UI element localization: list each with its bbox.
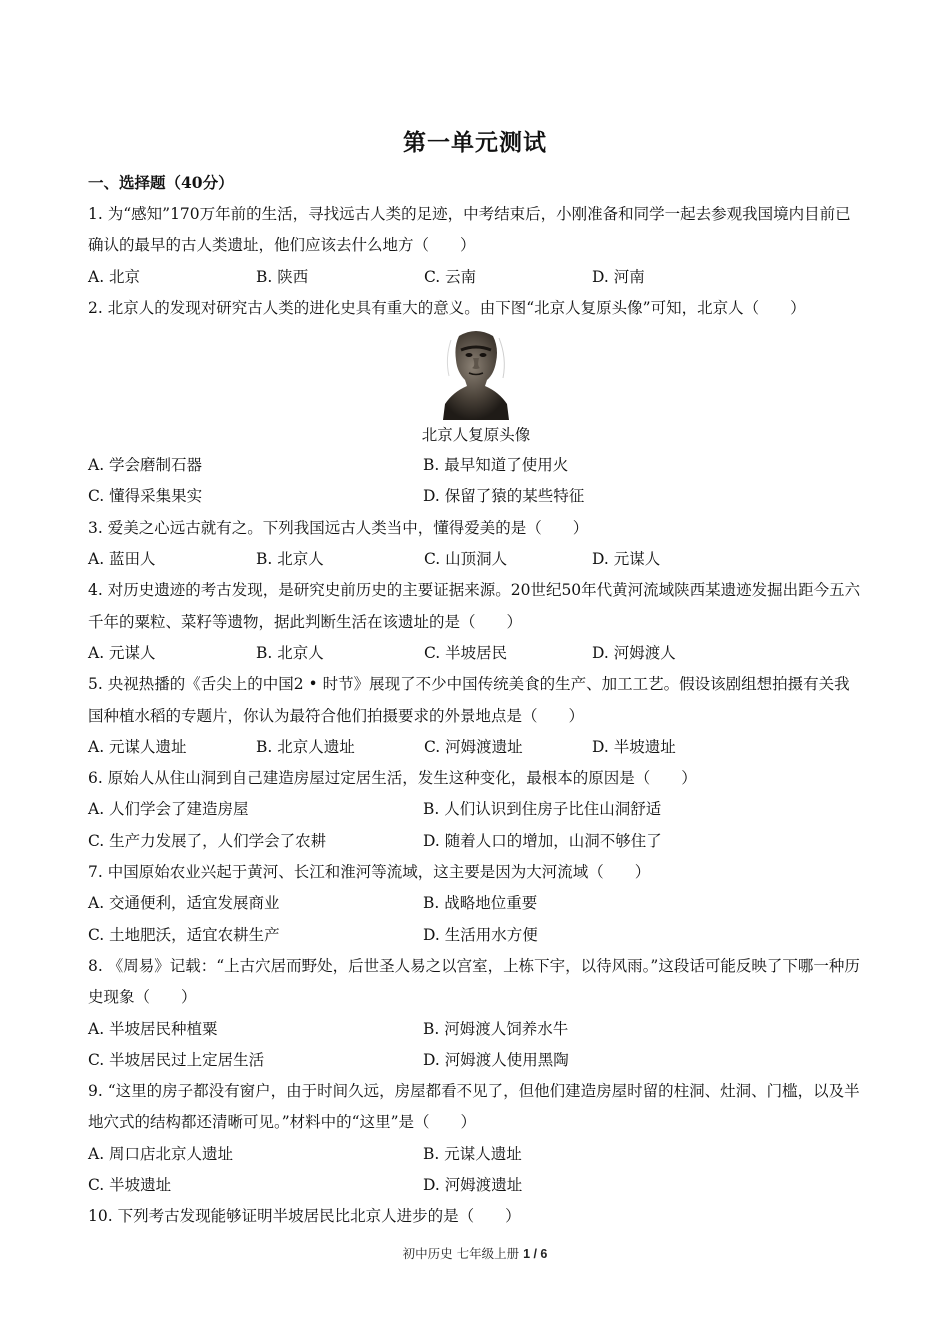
question-stem: 5. 央视热播的《舌尖上的中国2 • 时节》展现了不少中国传统美食的生产、加工工艺。假设该剧组想拍摄有关我国种植水稻的专题片，你认为最符合他们拍摄要求的外景地点是（ ） <box>88 675 850 725</box>
option-b: B. 陕西 <box>256 267 309 286</box>
question-stem: 10. 下列考古发现能够证明半坡居民比北京人进步的是（ ） <box>88 1207 521 1226</box>
question-5 <box>88 669 864 763</box>
option-d: D. 生活用水方便 <box>423 925 538 944</box>
question-10 <box>88 1201 864 1232</box>
option-d: D. 保留了猿的某些特征 <box>423 487 585 506</box>
question-stem: 3. 爱美之心远古就有之。下列我国远古人类当中，懂得爱美的是（ ） <box>88 518 589 537</box>
option-row <box>88 544 864 575</box>
page-footer <box>0 1244 950 1262</box>
option-a: A. 元谋人 <box>88 643 156 662</box>
question-stem: 4. 对历史遗迹的考古发现，是研究史前历史的主要证据来源。20世纪50年代黄河流域陕西某遗迹发掘出距今五六千年的粟粒、菜籽等遗物，据此判断生活在该遗址的是（ ） <box>88 581 861 631</box>
option-row <box>88 888 864 919</box>
option-c: C. 懂得采集果实 <box>88 487 203 506</box>
option-a: A. 半坡居民种植粟 <box>88 1019 218 1038</box>
question-stem: 1. 为“感知”170万年前的生活，寻找远古人类的足迹，中考结束后，小刚准备和同学一起去参观我国境内目前已确认的最早的古人类遗址，他们应该去什么地方（ ） <box>88 205 851 255</box>
question-1 <box>88 199 864 293</box>
option-b: B. 战略地位重要 <box>423 894 538 913</box>
footer-text: 初中历史 七年级上册 <box>402 1246 524 1261</box>
option-row <box>88 638 864 669</box>
question-stem: 7. 中国原始农业兴起于黄河、长江和淮河等流域，这主要是因为大河流域（ ） <box>88 863 651 882</box>
question-3 <box>88 513 864 576</box>
option-b: B. 最早知道了使用火 <box>423 456 569 475</box>
peking-man-bust-photo <box>439 328 513 420</box>
option-a: A. 元谋人遗址 <box>88 737 187 756</box>
option-d: D. 河姆渡遗址 <box>423 1176 523 1195</box>
option-a: A. 人们学会了建造房屋 <box>88 800 249 819</box>
option-c: C. 河姆渡遗址 <box>424 737 523 756</box>
question-stem: 8. 《周易》记载：“上古穴居而野处，后世圣人易之以宫室，上栋下宇，以待风雨。”这段话可能反映了下哪一种历史现象（ ） <box>88 956 860 1007</box>
question-7 <box>88 857 864 951</box>
figure-caption: 北京人复原头像 <box>421 426 531 445</box>
question-4 <box>88 575 864 669</box>
option-row <box>88 1170 864 1201</box>
option-row <box>88 262 864 293</box>
option-row <box>88 826 864 857</box>
figure <box>88 324 864 420</box>
question-stem: 2. 北京人的发现对研究古人类的进化史具有重大的意义。由下图“北京人复原头像”可知，北京人（ ） <box>88 298 806 317</box>
option-b: B. 北京人 <box>256 550 324 569</box>
option-row <box>88 1014 864 1045</box>
option-a: A. 学会磨制石器 <box>88 456 203 475</box>
option-d: D. 随着人口的增加，山洞不够住了 <box>423 831 662 850</box>
option-d: D. 河南 <box>592 267 645 286</box>
question-stem: 6. 原始人从住山洞到自己建造房屋过定居生活，发生这种变化，最根本的原因是（ ） <box>88 769 697 788</box>
option-d: D. 元谋人 <box>592 550 661 569</box>
option-d: D. 河姆渡人使用黑陶 <box>423 1050 569 1069</box>
option-b: B. 河姆渡人饲养水牛 <box>423 1019 569 1038</box>
question-2 <box>88 293 864 513</box>
option-c: C. 半坡居民过上定居生活 <box>88 1050 265 1069</box>
option-b: B. 北京人遗址 <box>256 737 355 756</box>
option-row <box>88 1139 864 1170</box>
question-stem: 9. “这里的房子都没有窗户，由于时间久远，房屋都看不见了，但他们建造房屋时留的柱洞、灶洞、门槛，以及半地穴式的结构都还清晰可见。”材料中的“这里”是（ ） <box>88 1082 860 1132</box>
option-c: C. 山顶洞人 <box>424 550 508 569</box>
option-row <box>88 794 864 825</box>
option-a: A. 蓝田人 <box>88 550 156 569</box>
option-c: C. 生产力发展了，人们学会了农耕 <box>88 831 327 850</box>
option-row <box>88 450 864 481</box>
option-c: C. 半坡遗址 <box>88 1176 172 1195</box>
question-8 <box>88 951 864 1076</box>
option-row <box>88 920 864 951</box>
option-d: D. 半坡遗址 <box>592 737 676 756</box>
option-d: D. 河姆渡人 <box>592 643 676 662</box>
page-number: 1 / 6 <box>523 1247 548 1261</box>
option-row <box>88 732 864 763</box>
option-c: C. 云南 <box>424 267 477 286</box>
option-c: C. 半坡居民 <box>424 643 508 662</box>
option-a: A. 周口店北京人遗址 <box>88 1144 234 1163</box>
option-b: B. 北京人 <box>256 643 324 662</box>
option-row <box>88 481 864 512</box>
question-list <box>88 199 864 1233</box>
option-b: B. 元谋人遗址 <box>423 1144 522 1163</box>
section-heading: 一、选择题（40分） <box>88 173 234 192</box>
option-row <box>88 1045 864 1076</box>
option-a: A. 交通便利，适宜发展商业 <box>88 894 280 913</box>
option-a: A. 北京 <box>88 267 141 286</box>
question-9 <box>88 1076 864 1201</box>
option-b: B. 人们认识到住房子比住山洞舒适 <box>423 800 662 819</box>
question-6 <box>88 763 864 857</box>
page-title: 第一单元测试 <box>403 129 547 156</box>
option-c: C. 土地肥沃，适宜农耕生产 <box>88 925 280 944</box>
